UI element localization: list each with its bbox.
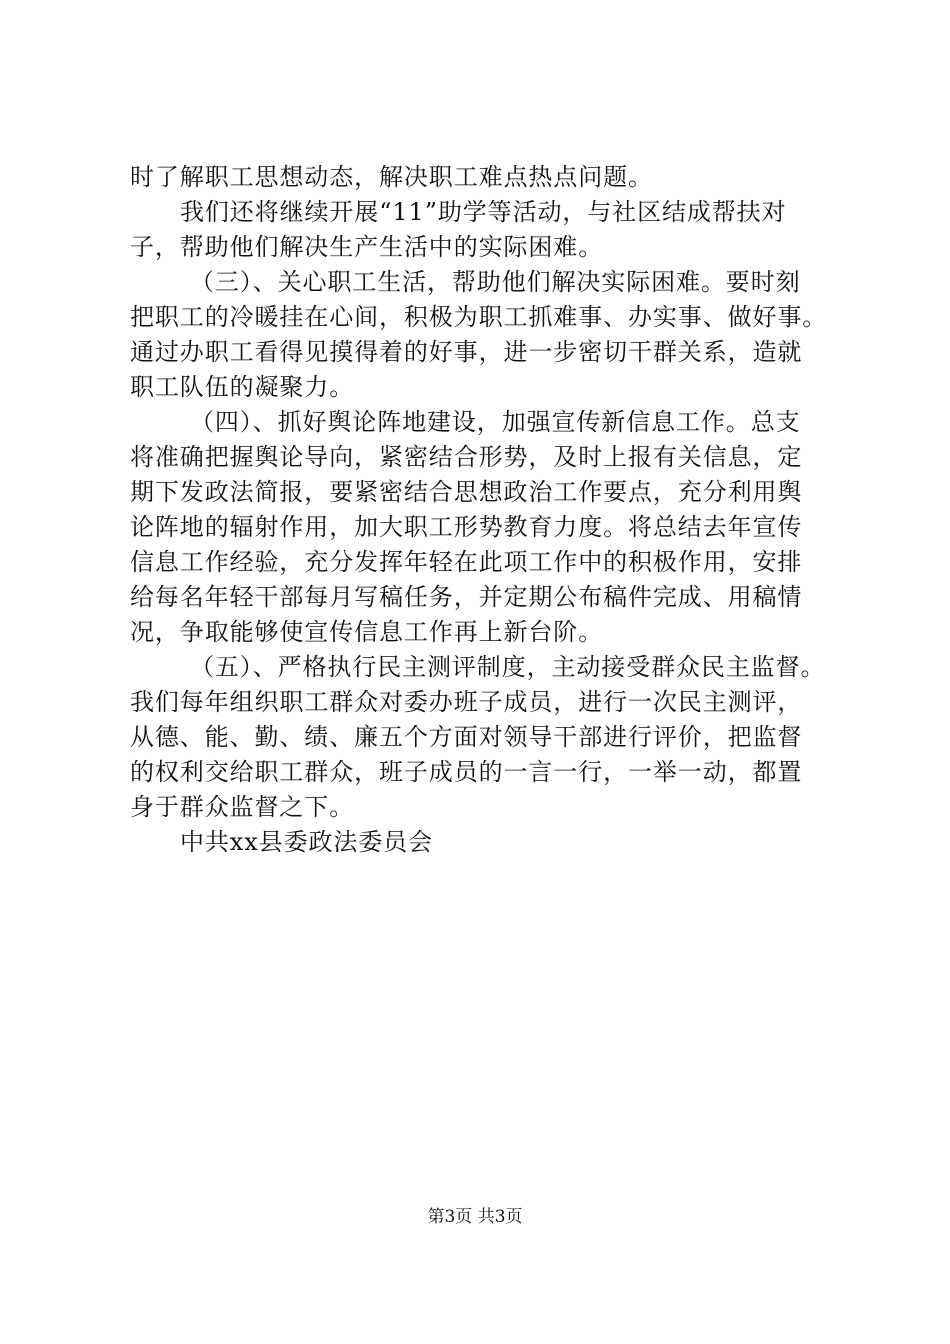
document-body — [130, 160, 850, 860]
text-line: 论阵地的辐射作用，加大职工形势教育力度。将总结去年宣传 — [130, 513, 803, 541]
text-line: 给每名年轻干部每月写稿任务，并定期公布稿件完成、用稿情 — [130, 583, 803, 611]
text-line: 将准确把握舆论导向，紧密结合形势，及时上报有关信息，定 — [130, 443, 803, 471]
section-heading-line: （五）、严格执行民主测评制度，主动接受群众民主监督。 — [190, 653, 826, 681]
text-line: 期下发政法简报，要紧密结合思想政治工作要点，充分利用舆 — [130, 478, 803, 506]
text-line: 我们每年组织职工群众对委办班子成员，进行一次民主测评， — [130, 688, 803, 716]
text-line: 把职工的冷暖挂在心间，积极为职工抓难事、办实事、做好事。 — [130, 303, 828, 331]
signature-line: 中共xx县委政法委员会 — [180, 828, 433, 856]
text-line: 信息工作经验，充分发挥年轻在此项工作中的积极作用，安排 — [130, 548, 803, 576]
text-line: 子，帮助他们解决生产生活中的实际困难。 — [130, 233, 604, 261]
text-line: 的权利交给职工群众，班子成员的一言一行，一举一动，都置 — [130, 758, 803, 786]
text-line: 从德、能、勤、绩、廉五个方面对领导干部进行评价，把监督 — [130, 723, 803, 751]
section-heading-line: （四）、抓好舆论阵地建设，加强宣传新信息工作。总支 — [190, 408, 801, 436]
page-number-footer: 第3页 共3页 — [427, 1207, 523, 1227]
text-line: 职工队伍的凝聚力。 — [130, 373, 355, 401]
text-line: 我们还将继续开展“11”助学等活动，与社区结成帮扶对 — [180, 198, 787, 226]
text-line: 时了解职工思想动态，解决职工难点热点问题。 — [130, 163, 653, 191]
text-line: 通过办职工看得见摸得着的好事，进一步密切干群关系，造就 — [130, 338, 803, 366]
text-line: 况，争取能够使宣传信息工作再上新台阶。 — [130, 618, 604, 646]
text-line: 身于群众监督之下。 — [130, 793, 355, 821]
section-heading-line: （三）、关心职工生活，帮助他们解决实际困难。要时刻 — [190, 268, 801, 296]
